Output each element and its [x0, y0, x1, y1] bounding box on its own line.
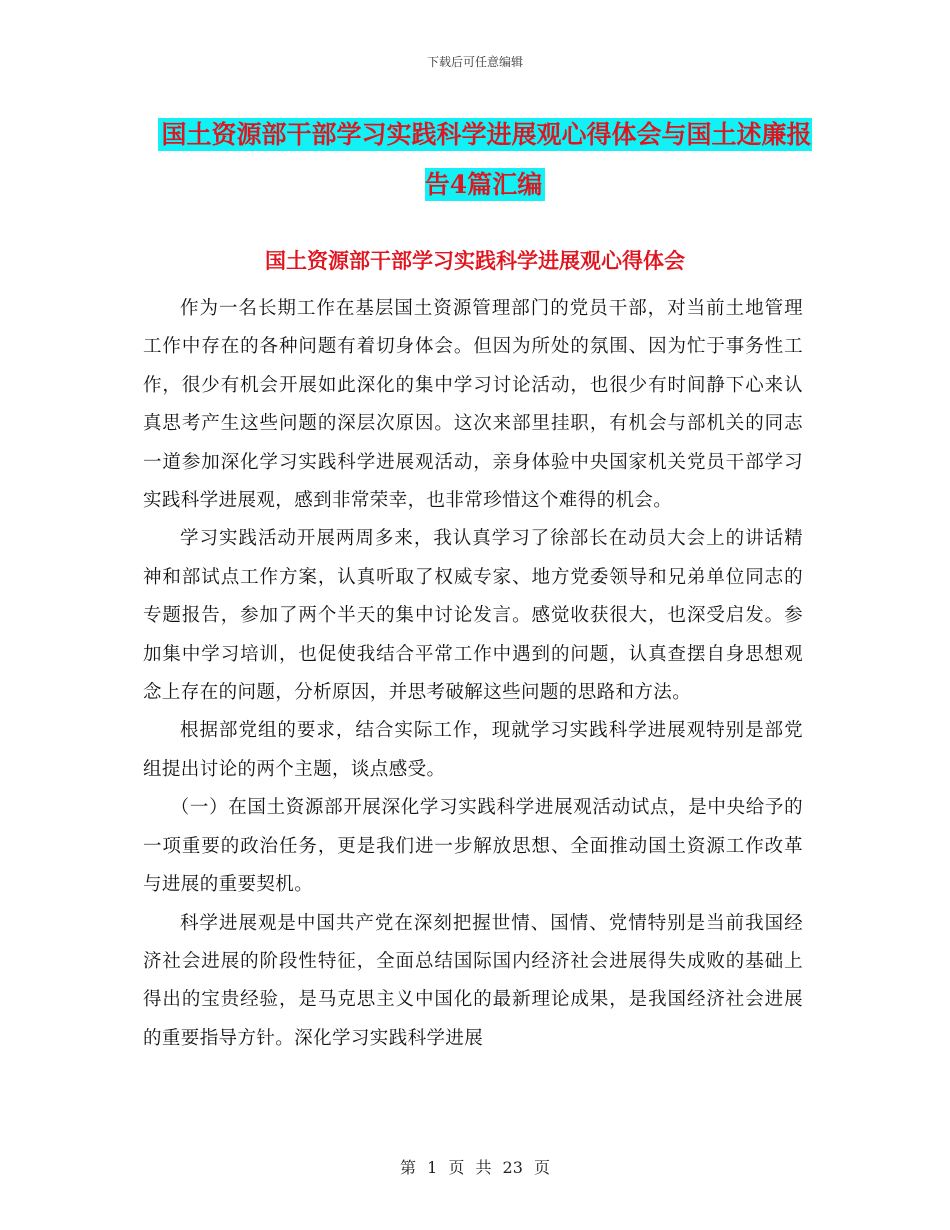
- body-text: [143, 290, 803, 1058]
- page-number-footer: 第 1 页 共 23 页: [400, 1158, 550, 1177]
- paragraph: 根据部党组的要求，结合实际工作，现就学习实践科学进展观特别是部党组提出讨论的两个主题，谈点感受。: [143, 720, 803, 780]
- document-title: [150, 110, 820, 210]
- header-note: 下载后可任意编辑: [426, 55, 523, 69]
- document-title-highlight: 国土资源部干部学习实践科学进展观心得体会与国土述廉报告4篇汇编: [158, 118, 811, 201]
- paragraph: 科学进展观是中国共产党在深刻把握世情、国情、党情特别是当前我国经济社会进展的阶段性特征，全面总结国际国内经济社会进展得失成败的基础上得出的宝贵经验，是马克思主义中国化的最新理论成果，是我国经济社会进展的重要指导方针。深化学习实践科学进展: [143, 912, 803, 1049]
- paragraph: （一）在国土资源部开展深化学习实践科学进展观活动试点，是中央给予的一项重要的政治任务，更是我们进一步解放思想、全面推动国土资源工作改革与进展的重要契机。: [143, 797, 803, 896]
- paragraph: 作为一名长期工作在基层国土资源管理部门的党员干部，对当前土地管理工作中存在的各种问题有着切身体会。但因为所处的氛围、因为忙于事务性工作，很少有机会开展如此深化的集中学习讨论活动，也很少有时间静下心来认真思考产生这些问题的深层次原因。这次来部里挂职，有机会与部机关的同志一道参加深化学习实践科学进展观活动，亲身体验中央国家机关党员干部学习实践科学进展观，感到非常荣幸，也非常珍惜这个难得的机会。: [143, 298, 803, 512]
- paragraph: 学习实践活动开展两周多来，我认真学习了徐部长在动员大会上的讲话精神和部试点工作方案，认真听取了权威专家、地方党委领导和兄弟单位同志的专题报告，参加了两个半天的集中讨论发言。感觉收获很大，也深受启发。参加集中学习培训，也促使我结合平常工作中遇到的问题，认真查摆自身思想观念上存在的问题，分析原因，并思考破解这些问题的思路和方法。: [143, 528, 803, 704]
- section-title: 国土资源部干部学习实践科学进展观心得体会: [265, 248, 685, 273]
